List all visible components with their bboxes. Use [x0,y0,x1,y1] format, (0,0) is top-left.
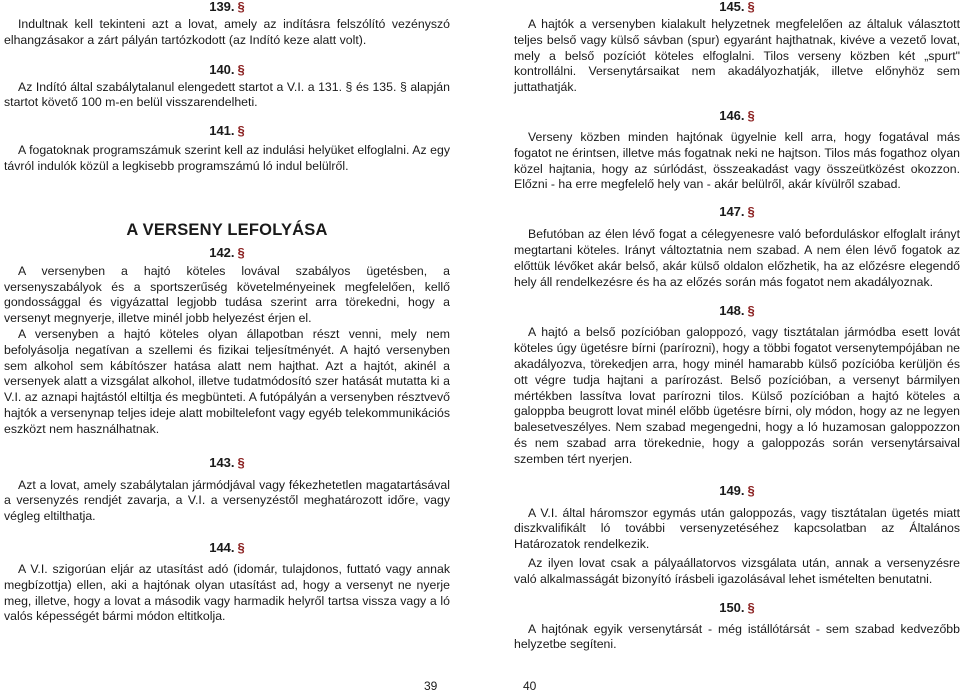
section-text: A hajtó a belső pozícióban galoppozó, vagy tisztátalan jármódba esett lovát köteles úgy ügetésre bírni (parírozni), hogy a többi fogatot versenytempójában ne akadályozva, törekedjen arra, hogy minél hamarabb külső pozícióba kerüljön és ott végre tudja hajtani a parírozást. Belső pozícióban, a versenyt bármilyen mértékben lassítva lovat parírozni tilos. Külső pozícióban a hajtó köteles a galoppba beugrott lovat minél előbb ügetésre bírni, oly módon, hogy az ne legyen balesetveszélyes. Nem szabad megengedni, hogy a ló huzamosan galoppozzon és nem szabad arra törekednie, hogy a galoppozás során versenytársaival szemben tért nyerjen. [514,325,960,466]
section-150 [514,601,960,654]
section-text: A hajtónak egyik versenytársát - még istállótársát - sem szabad kedvezőbb helyzetbe segíteni. [514,621,960,652]
section-heading: 146. § [719,107,755,123]
section-sign: § [237,61,245,77]
section-sign: § [237,454,245,470]
section-text: A versenyben a hajtó köteles olyan állapotban részt venni, mely nem befolyásolja negatívan a szellemi és fizikai teljesítményét. A hajtó versenyben sem alkohol sem kábítószer hatása alatt nem hajthat. Azt a hajtót, akinél a versenyek alatt a vizsgálat alkohol, illetve tudatmódosító szer hatását mutatta ki a V.I. az aznapi hajtástól eltiltja és megbünteti. A futópályán a versenyben résztvevő hajtók a versenynap teljes ideje alatt mobiltelefont vagy egyéb telekommunikációs eszközt nem használhatnak. [4,326,450,436]
section-text: A hajtók a versenyben kialakult helyzetnek megfelelően az általuk választott teljes belső vagy külső sávban (spur) egyaránt hajthatnak, kivéve a vezető lovat, mely a belső pozíciót köteles elfoglalni. Tilos verseny közben két „spurt" kontrollálni. Versenytársaikat nem akadályozhatják, illetve előnyhöz sem juttathatják. [514,17,960,95]
section-text: A fogatoknak programszámuk szerint kell az indulási helyüket elfoglalni. Az egy távról indulók közül a legkisebb programszámú ló indul belülről. [4,143,450,173]
section-149 [514,484,960,588]
left-page [4,0,450,625]
section-145 [514,0,960,96]
section-heading: 148. § [719,303,755,319]
section-text: Az ilyen lovat csak a pályaállatorvos vizsgálata után, annak a versenyzésre való alkalmasságát bizonyító írásbeli igazolásával lehet ismételten benutatni. [514,555,960,586]
section-text: Verseny közben minden hajtónak ügyelnie kell arra, hogy fogatával más fogatot ne érintsen, illetve más fogatnak neki ne hajtson. Tilos más fogathoz olyan közel hajtania, hogy az súrlódást, összeakadást vagy összeütközést okozzon. Előzni - ha erre megfelelő hely van - akár belülről, akár kívülről szabad. [514,129,960,192]
section-text: Indultnak kell tekinteni azt a lovat, amely az indításra felszólító vezényszó elhangzásakor a zárt pályán tartózkodott (az Indító keze alatt volt). [4,17,450,47]
section-141 [4,124,450,175]
section-heading: 147. § [719,204,755,220]
section-sign: § [237,244,245,260]
section-heading: 149. § [719,482,755,498]
section-144 [4,541,450,625]
section-sign: § [747,0,755,14]
section-heading: 141. § [209,123,245,139]
section-text: A V.I. által háromszor egymás után galoppozás, vagy tisztátalan ügetés miatt diszkvalifikált ló további versenyzetéséhez kapcsolatban az Általános Határozatok rendelkezik. [514,505,960,552]
page-number-left: 39 [424,679,438,693]
section-sign: § [747,599,755,615]
section-text: Befutóban az élen lévő fogat a célegyenesre való beforduláskor elfoglalt irányt megtartani köteles. Irányt változtatnia nem szabad. A nem élen lévő fogatok az előttük lévőket akár belső, akár külső oldalon előzhetik, ha az előzésre elegendő hely áll rendelkezésre és ha az előzés során más fogatot nem akadályoznak. [514,227,960,289]
section-sign: § [237,123,245,139]
section-heading: 139. § [209,0,245,14]
section-heading: 140. § [209,61,245,77]
section-140 [4,63,450,112]
section-heading: 142. § [209,244,245,260]
section-sign: § [747,204,755,220]
section-text: Azt a lovat, amely szabálytalan jármódjával vagy fékezhetetlen magatartásával a versenyzés rendjét zavarja, a V.I. a versenyzéstől meghatározott időre, vagy végleg eltilthatja. [4,477,450,524]
right-page [514,0,960,653]
section-142 [4,246,450,438]
section-sign: § [237,0,245,14]
section-heading: 145. § [719,0,755,14]
section-heading: 144. § [209,539,245,555]
section-139 [4,0,450,49]
section-sign: § [237,539,245,555]
section-sign: § [747,482,755,498]
section-148 [514,304,960,467]
chapter-title: A VERSENY LEFOLYÁSA [126,220,328,239]
section-text: Az Indító által szabálytalanul elengedett startot a V.I. a 131. § és 135. § alapján startot követő 100 m-en belül visszarendelheti. [4,79,450,110]
section-text: A V.I. szigorúan eljár az utasítást adó (idomár, tulajdonos, futtató vagy annak megbízottja) ellen, aki a hajtónak olyan utasítást ad, hogy a versenyt ne nyerje meg, illetve, hogy a lovat a második vagy harmadik helyről tartsa vissza vagy a ló valós képességét bármi módon eltitkolja. [4,561,450,624]
section-sign: § [747,107,755,123]
section-147 [514,205,960,290]
section-143 [4,456,450,525]
page-number-right: 40 [523,679,537,693]
section-sign: § [747,303,755,319]
section-heading: 150. § [719,599,755,615]
section-heading: 143. § [209,454,245,470]
section-text: A versenyben a hajtó köteles lovával szabályos ügetésben, a versenyszabályok és a sportszerűség követelményeinek megfelelően, kellő gondossággal és vigyázattal legjobb tudása szerint arra törekedni, hogy a versenyt megnyerje, illetve minél jobb helyezést érjen el. [4,263,450,326]
section-146 [514,109,960,193]
